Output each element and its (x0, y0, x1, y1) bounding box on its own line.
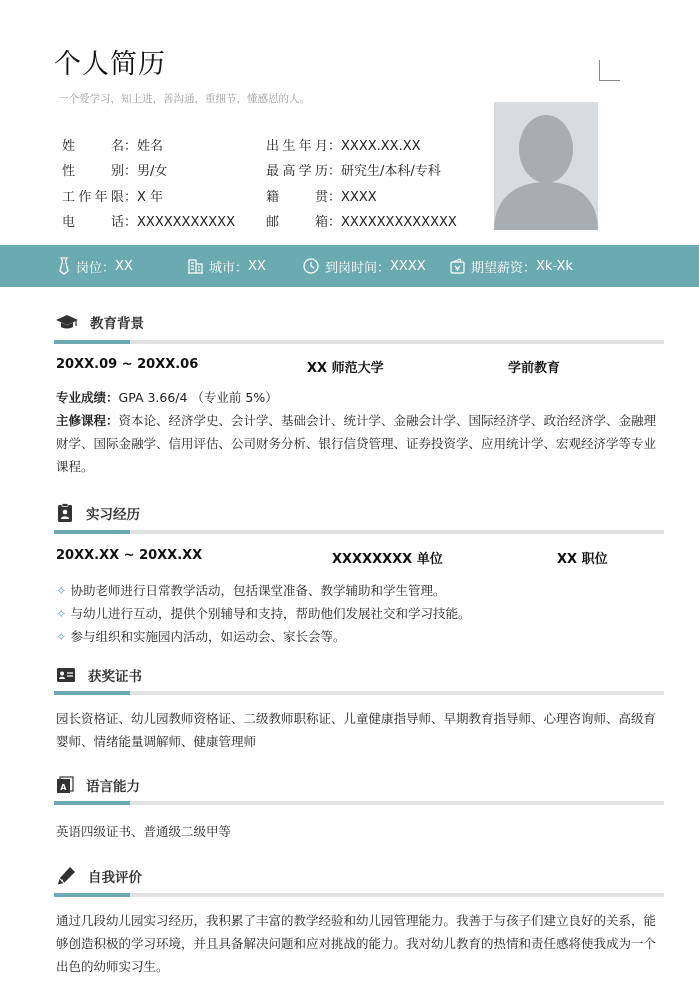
intent-city: 城市 ： XX (188, 245, 266, 287)
avatar (494, 102, 598, 230)
page-title: 个人简历 (54, 49, 166, 80)
list-item: ✧ 与幼儿进行互动，提供个别辅导和支持，帮助他们发展社交和学习技能。 (56, 606, 471, 621)
pen-icon (56, 866, 76, 886)
tagline: 一个爱学习，知上进，善沟通，重细节，懂感恩的人。 (58, 93, 310, 105)
section-divider (54, 340, 664, 344)
clock-icon (303, 258, 319, 274)
section-divider (54, 530, 664, 534)
section-title-language: A 语言能力 (56, 775, 140, 795)
language-book-icon (56, 776, 74, 794)
intent-position: 岗位 ： XX (58, 245, 133, 287)
intern-period: 20XX.XX ~ 20XX.XX (56, 548, 203, 563)
section-title-self-eval: 自我评价 (56, 866, 142, 886)
edu-courses: 主修课程：资本论、经济学史、会计学、基础会计、统计学、金融会计学、国际经济学、政治经济学、金融理财学、国际金融学、信用评估、公司财务分析、银行信贷管理、证券投资学、应用统计学、宏观经济学等专业课程。 (56, 413, 657, 474)
intent-arrival: 到岗时间 ： XXXX (303, 245, 426, 287)
info-phone: 电话：XXXXXXXXXXX (62, 215, 235, 230)
intern-company: XXXXXXXX 单位 (332, 552, 443, 567)
clipboard-icon (56, 503, 74, 523)
info-email: 邮箱：XXXXXXXXXXXXX (266, 215, 457, 230)
job-intent-bar (0, 245, 699, 287)
edu-major: 学前教育 (508, 361, 561, 376)
corner-mark (599, 60, 620, 81)
edu-score: 专业成绩：GPA 3.66/4 （专业前 5%） (56, 390, 278, 405)
svg-text:A: A (60, 783, 67, 792)
section-divider (54, 893, 664, 897)
awards-text: 园长资格证、幼儿园教师资格证、二级教师职称证、儿童健康指导师、早期教育指导师、心理咨询师、高级育婴师、情绪能量调解师、健康管理师 (56, 711, 657, 749)
tie-icon (58, 257, 70, 275)
edu-period: 20XX.09 ~ 20XX.06 (56, 357, 199, 372)
section-title-education: 教育背景 (56, 312, 144, 332)
info-birth: 出生年月：XXXX.XX.XX (266, 139, 421, 154)
info-name: 姓名：姓名 (62, 139, 164, 154)
section-divider (54, 691, 664, 695)
list-item: ✧ 参与组织和实施园内活动，如运动会、家长会等。 (56, 629, 346, 644)
edu-school: XX 师范大学 (307, 361, 384, 376)
info-gender: 性别：男/女 (62, 164, 168, 179)
section-divider (54, 801, 664, 805)
person-silhouette-icon (494, 102, 598, 230)
language-text: 英语四级证书、普通级二级甲等 (56, 824, 232, 839)
section-title-awards: 获奖证书 (56, 665, 142, 685)
id-card-icon (56, 667, 76, 683)
intern-position: XX 职位 (557, 552, 608, 567)
building-icon (188, 258, 203, 274)
diamond-bullet-icon: ✧ (56, 583, 67, 598)
graduation-cap-icon (56, 313, 78, 331)
diamond-bullet-icon: ✧ (56, 606, 67, 621)
diamond-bullet-icon: ✧ (56, 629, 67, 644)
info-years: 工作年限：X 年 (62, 190, 164, 205)
wallet-icon (450, 258, 465, 274)
intent-salary: 期望薪资 ： Xk-Xk (450, 245, 573, 287)
info-degree: 最高学历：研究生/本科/专科 (266, 164, 441, 179)
self-eval-text: 通过几段幼儿园实习经历，我积累了丰富的教学经验和幼儿园管理能力。我善于与孩子们建立良好的关系，能够创造积极的学习环境，并且具备解决问题和应对挑战的能力。我对幼儿教育的热情和责任感将使我成为一个出色的幼师实习生。 (56, 913, 657, 974)
list-item: ✧ 协助老师进行日常教学活动，包括课堂准备、教学辅助和学生管理。 (56, 583, 446, 598)
info-hometown: 籍贯：XXXX (266, 190, 377, 205)
section-title-internship: 实习经历 (56, 503, 140, 523)
